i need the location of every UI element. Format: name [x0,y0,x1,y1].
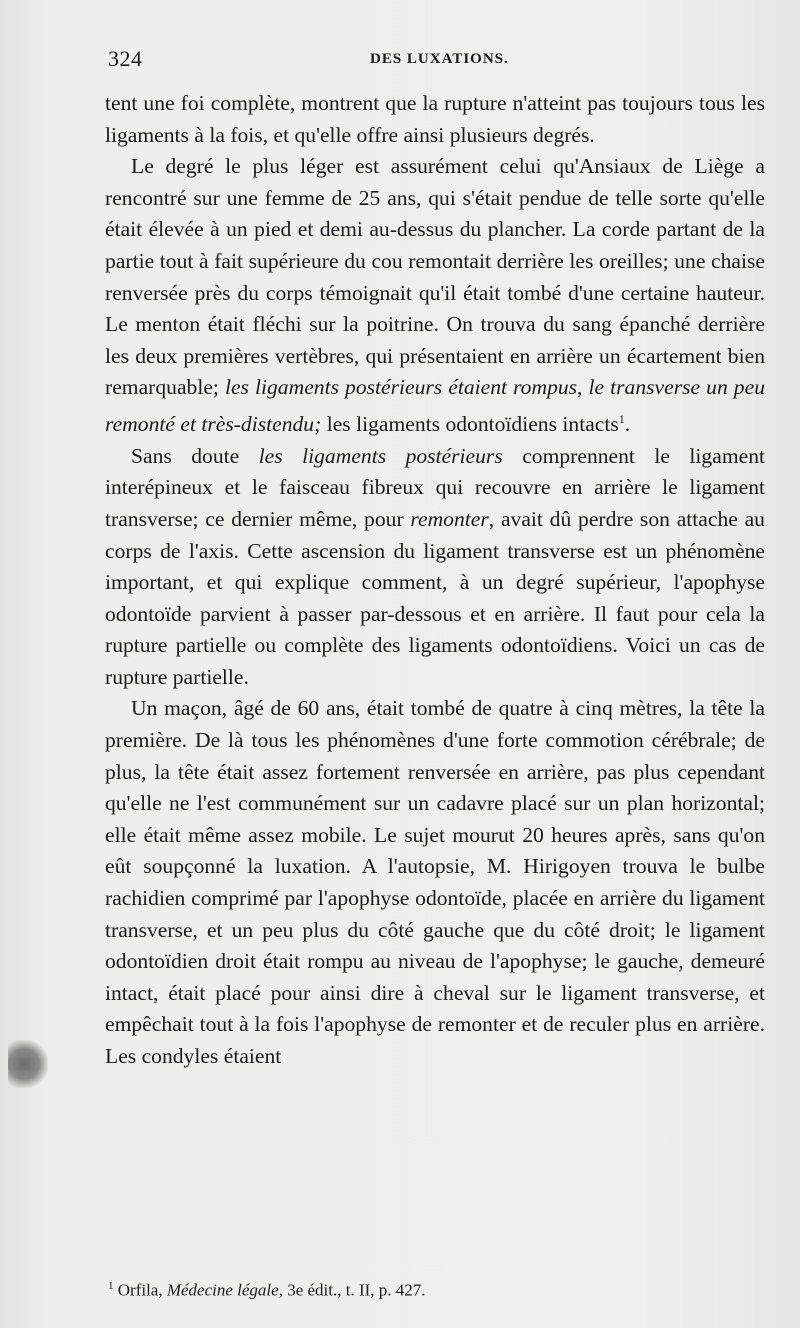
footnote-title: Médecine légale, [166,1280,283,1300]
footnote-marker: 1 [108,1280,114,1292]
running-title: DES LUXATIONS. [370,51,509,67]
body-text [105,88,765,1073]
footnote-details: 3e édit., t. II, p. 427. [287,1280,426,1300]
paragraph-text: comprennent le ligament interépineux et le faisceau fibreux qui recouvre en arrière le ligament transverse; ce dernier même, pour [105,443,765,531]
page-number: 324 [108,46,143,71]
italic-term: remonter [410,506,489,531]
paragraph-text: les ligaments odontoïdiens intacts [321,412,619,437]
paragraph-ansiaux-case: Le degré le plus léger est assurément celui qu'Ansiaux de Liège a rencontré sur une femme de 25 ans, qui s'était pendue de telle sorte qu'elle était élevée à un pied et demi au-dessus du plancher. La corde partant de la partie tout à fait supérieure du cou remontait derrière les oreilles; une chaise renversée près du corps témoignait qu'il était tombé d'une certaine hauteur. Le menton était fléchi sur la poitrine. On trouva du sang épanché derrière les deux premières vertèbres, qui présentaient en arrière un écartement bien remarquable; les ligaments postérieurs étaient rompus, le transverse un peu remonté et très-distendu; les ligaments odontoïdiens intacts$^1$. [105,154,765,437]
ink-smudge [8,1040,48,1088]
paragraph-text: , avait dû perdre son attache au corps de l'axis. Cette ascension du ligament transverse est un phénomène important, et qui explique comment, à un degré supérieur, l'apophyse odontoïde parvient à passer par-dessous et en arrière. Il faut pour cela la rupture partielle ou complète des ligaments odontoïdiens. Voici un cas de rupture partielle. [105,506,765,689]
paragraph-text: Le degré le plus léger est assurément celui qu'Ansiaux de Liège a rencontré sur une femme de 25 ans, qui s'était pendue de telle sorte qu'elle était élevée à un pied et demi au-dessus du plancher. La corde partant de la partie tout à fait supérieure du cou remontait derrière les oreilles; une chaise renversée près du corps témoignait qu'il était tombé d'une certaine hauteur. Le menton était fléchi sur la poitrine. On trouva du sang épanché derrière les deux premières vertèbres, qui présentaient en arrière un écartement bien remarquable; [105,154,765,400]
italic-term: les ligaments postérieurs [258,443,503,468]
footnote-reference[interactable]: 1 [618,411,625,426]
footnote-author: Orfila, [117,1280,163,1300]
footnote [108,1280,768,1301]
page-header [108,46,768,76]
paragraph-text: Sans doute [131,443,259,468]
paragraph-ligaments [105,441,765,694]
paragraph-continued: tent une foi complète, montrent que la rupture n'atteint pas toujours tous les ligaments à la fois, et qu'elle offre ainsi plusieurs degrés. [105,91,765,147]
paragraph-macon-case: Un maçon, âgé de 60 ans, était tombé de quatre à cinq mètres, la tête la première. De là tous les phénomènes d'une forte commotion cérébrale; de plus, la tête était assez fortement renversée en arrière, pas plus cependant qu'elle ne l'est communément sur un cadavre placé sur un plan horizontal; elle était même assez mobile. Le sujet mourut 20 heures après, sans qu'on eût soupçonné la luxation. A l'autopsie, M. Hirigoyen trouva le bulbe rachidien comprimé par l'apophyse odontoïde, placée en arrière du ligament transverse, et un peu plus du côté gauche que du côté droit; le ligament odontoïdien droit était rompu au niveau de l'apophyse; le gauche, demeuré intact, était placé pour ainsi dire à cheval sur le ligament transverse, et empêchait tout à la fois l'apophyse de remonter et de reculer plus en arrière. Les condyles étaient [105,696,765,1068]
italic-quote: les ligaments postérieurs étaient rompus, le transverse un peu remonté et très-distendu; [105,375,765,437]
